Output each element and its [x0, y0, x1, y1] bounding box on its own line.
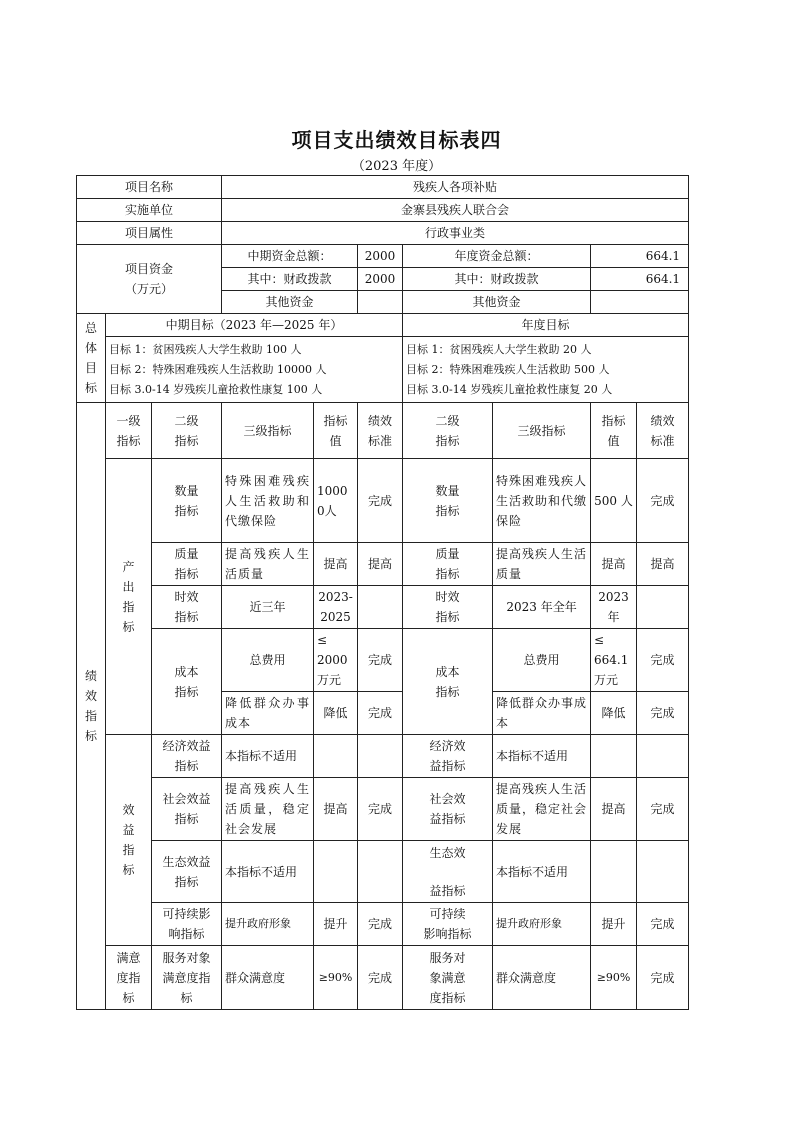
project-name-label: 项目名称	[77, 176, 222, 199]
header-standard: 绩效 标准	[358, 403, 403, 459]
table-row: 效 益 指 标 经济效益 指标 本指标不适用 经济效 益指标 本指标不适用	[77, 735, 689, 778]
table-row: 质量 指标 提高残疾人生活质量 提高 提高 质量 指标 提高残疾人生活质量 提高 提高	[77, 543, 689, 586]
year-total-label: 年度资金总额：	[403, 245, 591, 268]
list-item: 目标 1：贫困残疾人大学生救助 100 人	[109, 342, 302, 356]
overall-goals-label: 总 体 目 标	[77, 314, 106, 403]
list-item: 目标 1：贫困残疾人大学生救助 20 人	[406, 342, 592, 356]
mid-total-value: 2000	[358, 245, 403, 268]
project-funds-label: 项目资金 （万元）	[77, 245, 222, 314]
header-value: 指标 值	[314, 403, 358, 459]
mid-other-value	[358, 291, 403, 314]
table-row: 成本 指标 总费用 ≤ 2000 万元 完成 成本 指标 总费用 ≤ 664.1 万元 完成	[77, 629, 689, 692]
output-indicators-label: 产 出 指 标	[106, 459, 152, 735]
table-row: 社会效益 指标 提高残疾人生活质量，稳定社会发展 提高 完成 社会效 益指标 提高残疾人生活质量，稳定社会发展 提高 完成	[77, 778, 689, 841]
list-item: 目标 3.0-14 岁残疾儿童抢救性康复 20 人	[406, 382, 613, 396]
page-subtitle: （2023 年度）	[351, 159, 442, 174]
page-title: 项目支出绩效目标表四	[291, 128, 502, 152]
mid-goals-header: 中期目标（2023 年—2025 年）	[106, 314, 403, 337]
implementing-unit: 金寨县残疾人联合会	[222, 199, 689, 222]
project-attribute: 行政事业类	[222, 222, 689, 245]
benefit-indicators-label: 效 益 指 标	[106, 735, 152, 946]
header-level3-year: 三级指标	[493, 403, 591, 459]
mid-other-label: 其他资金	[222, 291, 358, 314]
year-other-label: 其他资金	[403, 291, 591, 314]
table-row: 生态效益 指标 本指标不适用 生态效 益指标 本指标不适用	[77, 841, 689, 903]
performance-goal-table	[76, 175, 689, 1010]
year-fiscal-label: 其中：财政拨款	[403, 268, 591, 291]
implementing-unit-label: 实施单位	[77, 199, 222, 222]
year-total-value: 664.1	[591, 245, 689, 268]
mid-total-label: 中期资金总额：	[222, 245, 358, 268]
table-row: 可持续影 响指标 提升政府形象 提升 完成 可持续 影响指标 提升政府形象 提升 完成	[77, 903, 689, 946]
project-attribute-label: 项目属性	[77, 222, 222, 245]
header-level1: 一级 指标	[106, 403, 152, 459]
year-goals-header: 年度目标	[403, 314, 689, 337]
header-level2-year: 二级 指标	[403, 403, 493, 459]
mid-goals-list	[106, 337, 403, 403]
project-name: 残疾人各项补贴	[222, 176, 689, 199]
header-level2: 二级 指标	[152, 403, 222, 459]
header-level3: 三级指标	[222, 403, 314, 459]
year-fiscal-value: 664.1	[591, 268, 689, 291]
satisfaction-indicators-label: 满意 度指 标	[106, 946, 152, 1010]
header-standard-year: 绩效 标准	[637, 403, 689, 459]
table-row: 产 出 指 标 数量 指标 特殊困难残疾人生活救助和代缴保险 10000人 完成 数量 指标 特殊困难残疾人生活救助和代缴保险 500 人 完成	[77, 459, 689, 543]
performance-indicators-label: 绩 效 指 标	[77, 403, 106, 1010]
mid-fiscal-label: 其中：财政拨款	[222, 268, 358, 291]
table-row: 满意 度指 标 服务对象 满意度指 标 群众满意度 ≥90% 完成 服务对 象满意 度指标 群众满意度 ≥90% 完成	[77, 946, 689, 1010]
list-item: 目标 2：特殊困难残疾人生活救助 500 人	[406, 362, 610, 376]
header-value-year: 指标 值	[591, 403, 637, 459]
list-item: 目标 2：特殊困难残疾人生活救助 10000 人	[109, 362, 327, 376]
year-other-value	[591, 291, 689, 314]
table-row: 时效 指标 近三年 2023- 2025 时效 指标 2023 年全年 2023 年	[77, 586, 689, 629]
year-goals-list	[403, 337, 689, 403]
mid-fiscal-value: 2000	[358, 268, 403, 291]
table-row: 降低群众办事成本 降低 完成 降低群众办事成本 降低 完成	[77, 692, 689, 735]
list-item: 目标 3.0-14 岁残疾儿童抢救性康复 100 人	[109, 382, 323, 396]
